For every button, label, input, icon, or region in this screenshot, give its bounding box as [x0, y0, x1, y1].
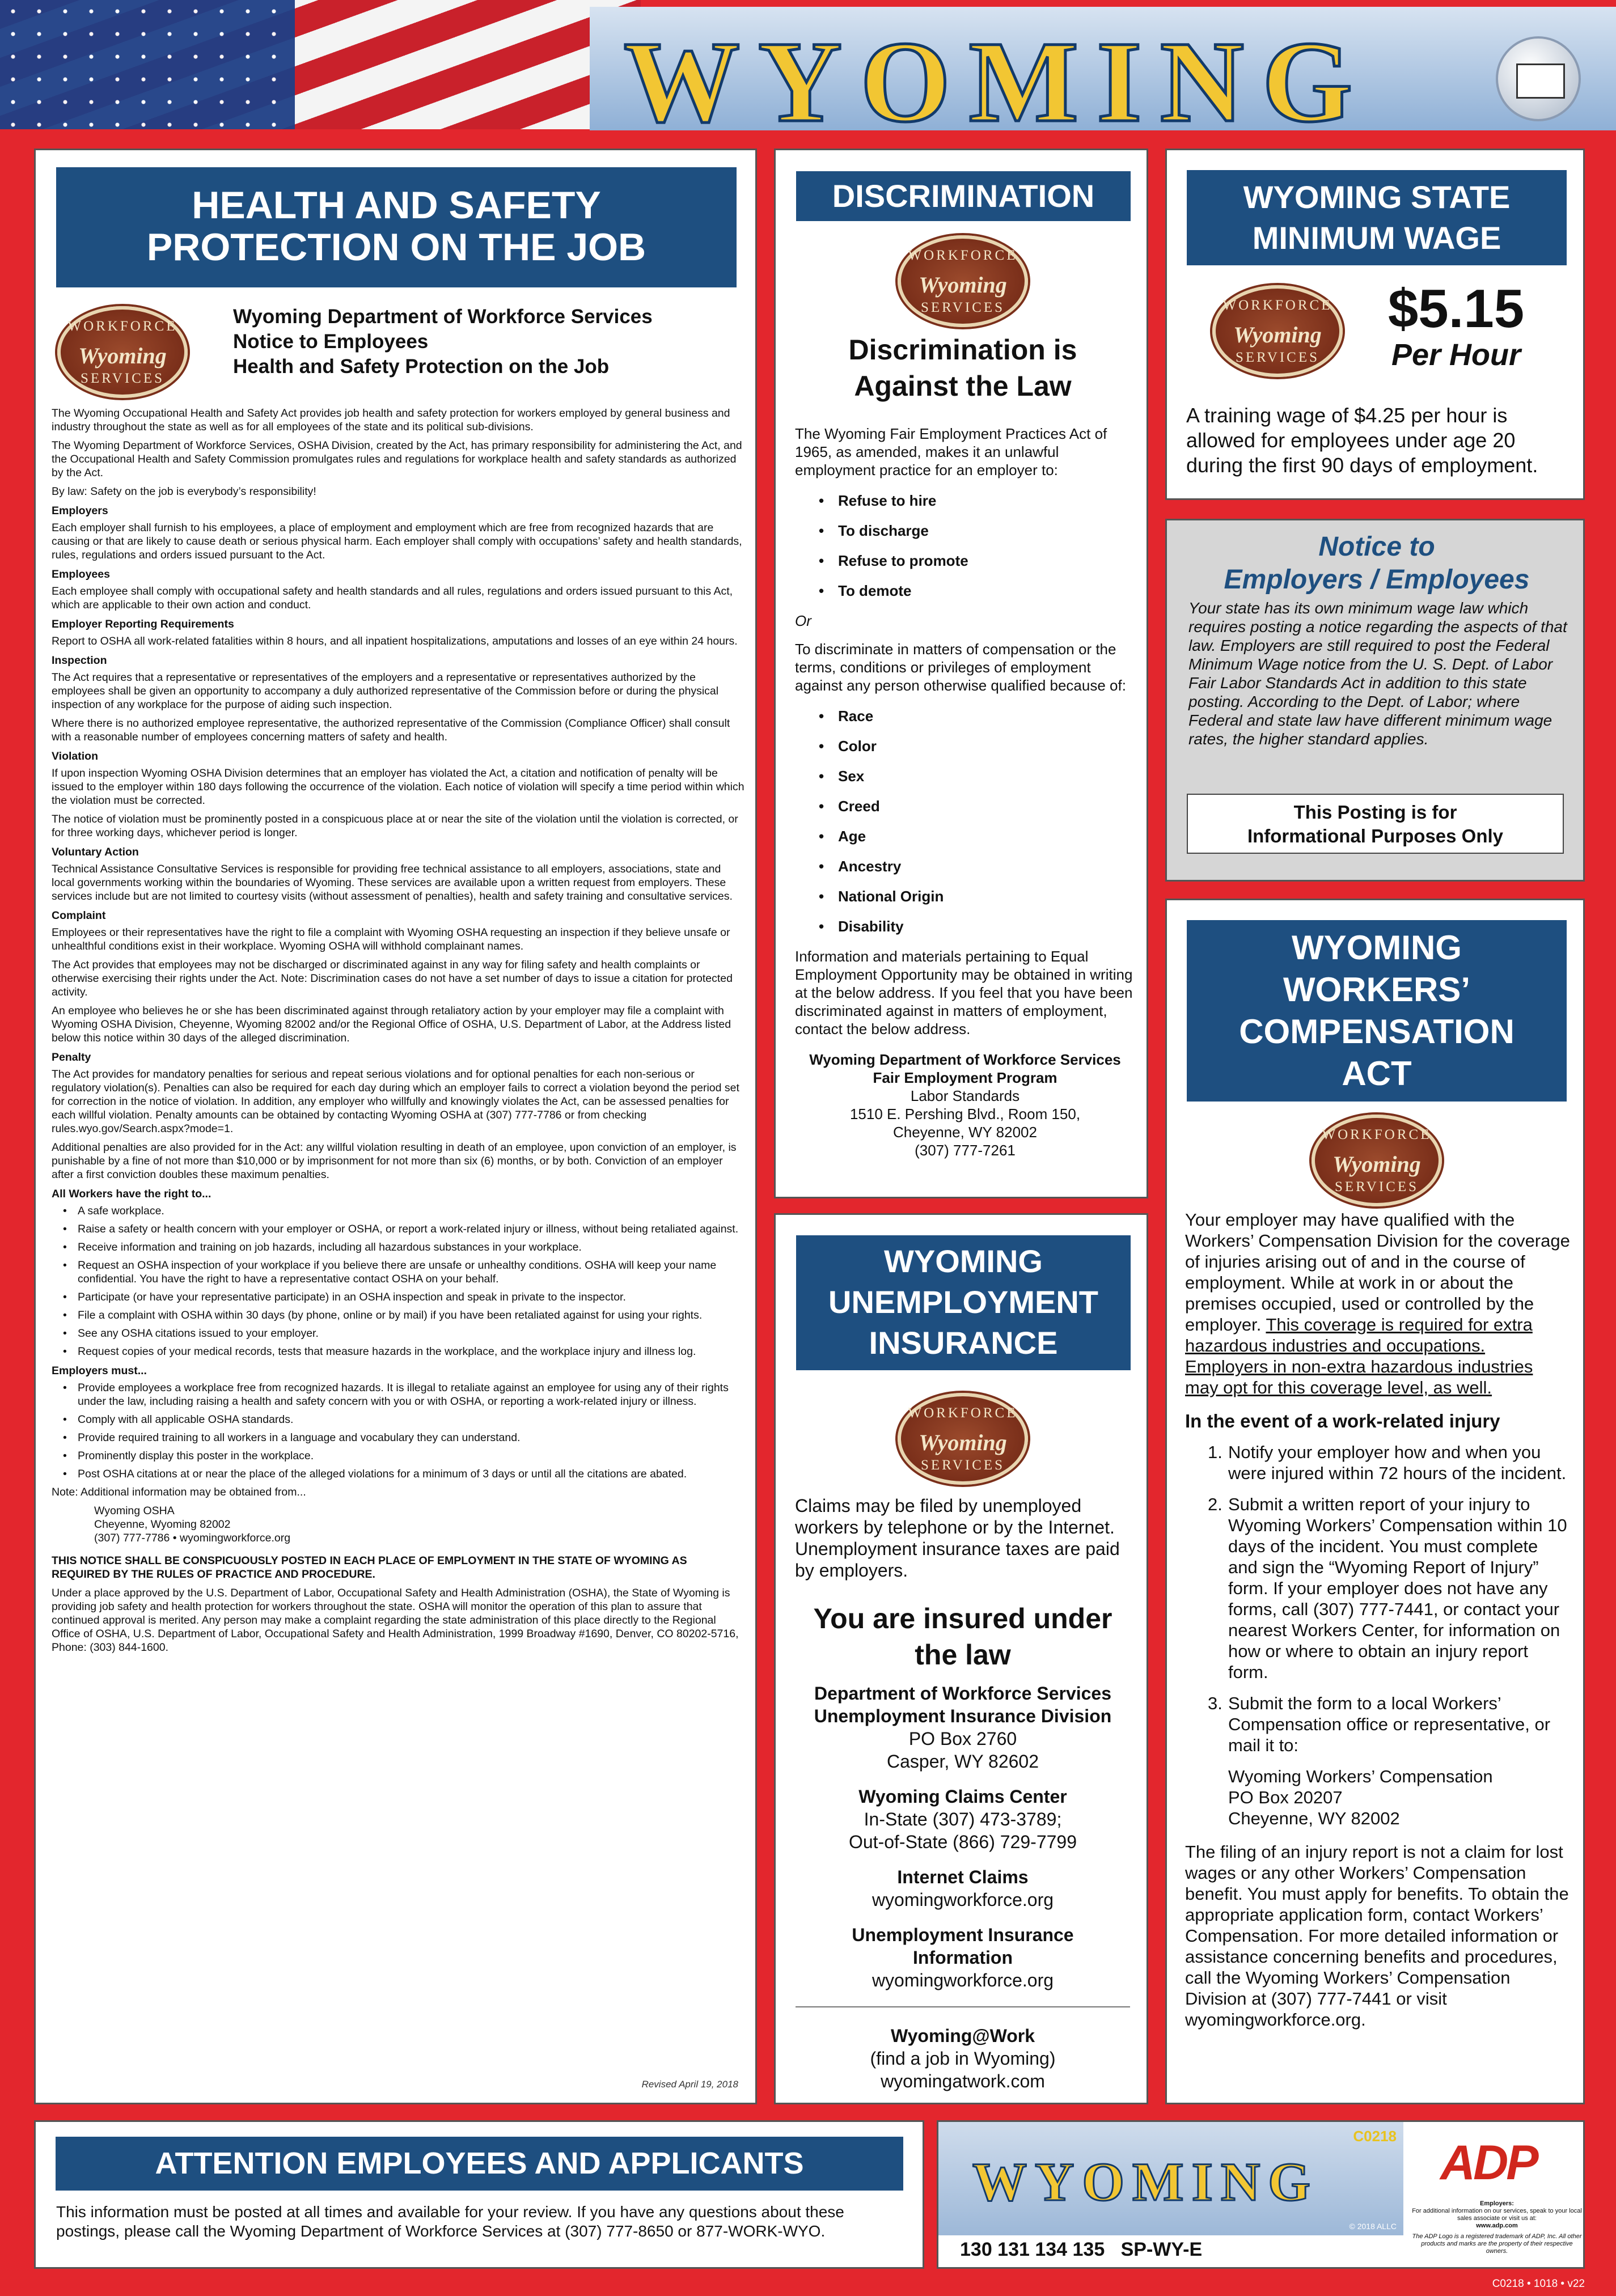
heading-line: WYOMING STATE [1243, 179, 1511, 215]
list-item: • Creed [795, 797, 1135, 815]
list-item: • Receive information and training on job hazards, including all hazardous substances in your workplace. [57, 1240, 746, 1254]
list-item: • A safe workplace. [57, 1204, 746, 1218]
workforce-services-logo [57, 306, 188, 398]
list-item: • Refuse to promote [795, 552, 1135, 570]
unemployment-contacts [776, 1682, 1148, 2092]
paragraph: The filing of an injury report is not a claim for lost wages or any other Workers’ Compensation benefit. You must apply for benefits. To obtain the appropriate application form, contact Workers’ Compensation. For more detailed information or assistance concerning benefits and procedures, call the Wyoming Workers’ Compensation Division at (307) 777-7441 or visit wyomingworkforce.org. [1185, 1842, 1569, 2030]
logo-text: SERVICES [920, 1458, 1005, 1473]
address-line: Cheyenne, WY 82002 [893, 1124, 1037, 1141]
logo-text: Wyoming [1332, 1151, 1421, 1177]
paragraph: If upon inspection Wyoming OSHA Division determines that an employer has violated the Act, a citation and notification of penalty will be issued to the employer within 180 days following the occurrence of the violation. Each notice of violation will specify a time period within which the violation must be corrected. [52, 767, 744, 807]
address-line: 1510 E. Pershing Blvd., Room 150, [849, 1105, 1081, 1122]
logo-text: WORKFORCE [1222, 298, 1332, 313]
heading-line: ACT [1342, 1054, 1412, 1092]
section-heading: Penalty [52, 1051, 91, 1064]
list-item: • Color [795, 737, 1135, 755]
paragraph: The Wyoming Department of Workforce Services, OSHA Division, created by the Act, has primary responsibility for administering the Act, and the Occupational Health and Safety Commission promulgates rules and regulations for workplace health and safety standards as authorized by the Act. [52, 439, 742, 479]
paragraph: The Act provides for mandatory penalties for serious and repeat serious violations and for optional penalties for each non-serious or regulatory violation(s). Penalties can also be required for each day during which an employer fails to correct a violation beyond the period set for correction in the notice of violation. In addition, any employer who willfully and knowingly violates the Act, can be assessed penalties for each willful violation. Penalty amounts can be obtained by contacting Wyoming OSHA at (307) 777-7786 or from checking rules.wyo.gov/Search.aspx?mode=1. [52, 1068, 739, 1135]
coverage-requirement-text: This coverage is required for extra hazardous industries and occupations. Employers in non-extra hazardous industries may opt for this coverage level, as well. [1185, 1315, 1533, 1397]
discrimination-panel [774, 149, 1148, 1198]
attention-panel [34, 2120, 924, 2269]
contact-line: Information [913, 1947, 1013, 1968]
logo-text: SERVICES [1334, 1179, 1419, 1194]
notice-heading [1167, 531, 1585, 596]
address-line: Labor Standards [910, 1087, 1020, 1104]
prohibited-actions-list [795, 492, 1135, 600]
flag-stars [0, 0, 295, 129]
adp-info [1412, 2200, 1582, 2255]
address-line: (307) 777-7261 [915, 1142, 1016, 1159]
wyoming-state-icon [1496, 36, 1581, 121]
section-heading: Complaint [52, 909, 106, 922]
section-heading: Employees [52, 568, 110, 581]
coverage-text: Your employer may have qualified with the Workers’ Compensation Division for the coverage of injuries arising out of and in the course of employment. While at work in or about the premises occupied, used or controlled by the employer. [1185, 1210, 1570, 1335]
step-number: 1. [1208, 1442, 1222, 1462]
health-safety-body [52, 406, 746, 1659]
discrimination-heading: DISCRIMINATION [796, 171, 1131, 221]
heading-line: Employers / Employees [1224, 565, 1530, 595]
heading-line: PROTECTION ON THE JOB [146, 226, 646, 269]
posting-requirement: THIS NOTICE SHALL BE CONSPICUOUSLY POSTED IN EACH PLACE OF EMPLOYMENT IN THE STATE OF WYOMING AS REQUIRED BY THE RULES OF PRACTICE AND PROCEDURE. [52, 1554, 687, 1581]
workforce-services-logo [1312, 1115, 1442, 1206]
logo-text: Wyoming [919, 1430, 1007, 1455]
logo-text: WORKFORCE [908, 1405, 1018, 1421]
list-item: • Race [795, 707, 1135, 725]
list-item: • Raise a safety or health concern with your employer or OSHA, or report a work-related injury or illness, without being retaliated against. [57, 1222, 746, 1236]
contact-line: wyomingatwork.com [881, 2071, 1045, 2091]
list-item: • Request an OSHA inspection of your workplace if you believe there are unsafe or unhealthy conditions. OSHA will keep your name confidential. You have the right to have a representative contact OSHA on your behalf. [57, 1259, 746, 1286]
contact-line: In-State (307) 473-3789; [864, 1809, 1062, 1829]
employer-duties-list [57, 1381, 746, 1481]
paragraph: The Wyoming Occupational Health and Safety Act provides job health and safety protection for workers employed by general business and industry throughout the state as well as for all employees of the state and its political sub-divisions. [52, 407, 730, 433]
list-item: • See any OSHA citations issued to your employer. [57, 1327, 746, 1340]
notice-body: Your state has its own minimum wage law which requires posting a notice regarding the aspects of that law. Employers are still required to post the Federal Minimum Wage notice from the U. S. Dept. of Labor Fair Labor Standards Act in addition to this state posting. According to the Dept. of Labor; where Federal and state law have different minimum wage rates, the higher standard applies. [1188, 599, 1567, 748]
coverage-paragraph [1185, 1209, 1571, 1398]
list-item: • To demote [795, 582, 1135, 600]
logo-text: SERVICES [1235, 350, 1320, 365]
contact-line: Wyoming Claims Center [858, 1786, 1067, 1807]
notice-line: Wyoming Department of Workforce Services [233, 306, 653, 328]
section-heading: In the event of a work-related injury [1185, 1410, 1500, 1431]
notice-title [233, 304, 653, 379]
step-text: Submit the form to a local Workers’ Compensation office or representative, or mail it to: [1228, 1693, 1551, 1755]
revised-date: Revised April 19, 2018 [641, 2079, 738, 2090]
fep-address [795, 1050, 1135, 1159]
paragraph: Under a place approved by the U.S. Department of Labor, Occupational Safety and Health Administration (OSHA), the State of Wyoming is providing job safety and health protection for workers throughout the state. OSHA will monitor the operation of this plan to assure that continued approval is merited. Any person may make a complaint regarding the state administration of this place directly to the Regional Office of OSHA, U.S. Department of Labor, Occupational Safety and Health Administration, 1999 Broadway #1690, Denver, CO 80202-5716, Phone: (303) 844-1600. [52, 1587, 739, 1654]
step-text: Submit a written report of your injury to Wyoming Workers’ Compensation within 10 days of the incident. You must complete and sign the “Wyoming Report of Injury” form. If your employer does not have any forms, call (307) 777-7441, or contact your nearest Workers Center, for information on how or where to obtain an injury report form. [1228, 1494, 1567, 1682]
divider [796, 2006, 1130, 2007]
header-title: WYOMING [624, 18, 1371, 146]
notice-line: Notice to Employees [233, 331, 429, 353]
attention-heading: ATTENTION EMPLOYEES AND APPLICANTS [56, 2137, 903, 2191]
contact-line: (find a job in Wyoming) [870, 2048, 1056, 2069]
paragraph: The Act requires that a representative or representatives of the employers and a representative or representatives authorized by the employees shall be given an opportunity to accompany a duly authorized representative of the Commission before or during the physical inspection of any workplace for the purpose of aiding such inspection. [52, 671, 719, 711]
step-number: 3. [1208, 1693, 1222, 1713]
heading-line: WYOMING [1292, 929, 1462, 967]
product-code: C0218 [1353, 2128, 1397, 2145]
unemployment-panel [774, 1213, 1148, 2104]
adp-logo [1440, 2134, 1554, 2197]
adp-info-line: Employers: [1480, 2200, 1514, 2207]
adp-info-line: For additional information on our services, speak to your local sales associate or visit us at: [1412, 2208, 1582, 2222]
workers-comp-address [1228, 1766, 1571, 1829]
workforce-services-logo [898, 1393, 1028, 1485]
list-item: • Sex [795, 767, 1135, 785]
footer-banner [938, 2122, 1403, 2235]
notice-line: Health and Safety Protection on the Job [233, 355, 610, 378]
training-wage-text: A training wage of $4.25 per hour is allowed for employees under age 20 during the first 90 days of employment. [1186, 404, 1538, 477]
paragraph: To discriminate in matters of compensation or the terms, conditions or privileges of employment against any person otherwise qualified because of: [795, 641, 1126, 694]
footer-title: WYOMING [972, 2151, 1318, 2212]
address-line: Wyoming OSHA [94, 1505, 175, 1517]
section-heading: Violation [52, 750, 98, 762]
contact-line: Internet Claims [897, 1867, 1029, 1887]
paragraph: Where there is no authorized employee representative, the authorized representative of the Commission (Compliance Officer) shall consult with a reasonable number of employees concerning matters of safety and health. [52, 717, 730, 743]
paragraph: By law: Safety on the job is everybody’s responsibility! [52, 485, 316, 498]
heading-line: UNEMPLOYMENT [828, 1284, 1098, 1320]
contact-line: wyomingworkforce.org [872, 1970, 1054, 1990]
list-item: • Ancestry [795, 857, 1135, 875]
section-heading: Employers [52, 505, 108, 517]
list-item: • Refuse to hire [795, 492, 1135, 510]
discrimination-subheading [776, 332, 1148, 404]
list-item: • Comply with all applicable OSHA standards. [57, 1413, 746, 1426]
minimum-wage-heading [1187, 170, 1567, 265]
health-safety-panel [34, 149, 757, 2104]
paragraph: The notice of violation must be prominently posted in a conspicuous place at or near the site of the violation until the violation is corrected, or for three working days, whichever period is longer. [52, 813, 738, 839]
heading-line: HEALTH AND SAFETY [192, 184, 601, 227]
list-item: • Post OSHA citations at or near the place of the alleged violations for a minimum of 3 days or until all the citations are abated. [57, 1467, 746, 1481]
address-line: Wyoming Department of Workforce Services [809, 1051, 1121, 1068]
list-item [1185, 1442, 1571, 1484]
logo-text: Wyoming [78, 343, 167, 368]
header-banner [590, 7, 1616, 146]
list-item: • Prominently display this poster in the workplace. [57, 1449, 746, 1463]
logo-text: SERVICES [80, 371, 165, 386]
box-line: This Posting is for [1293, 802, 1457, 823]
step-text: Notify your employer how and when you were injured within 72 hours of the incident. [1228, 1442, 1567, 1483]
list-item: • Provide required training to all workers in a language and vocabulary they can understand. [57, 1431, 746, 1444]
contact-line: Unemployment Insurance Division [814, 1706, 1112, 1726]
logo-text: WORKFORCE [1322, 1127, 1432, 1142]
paragraph: Report to OSHA all work-related fatalities within 8 hours, and all inpatient hospitalizations, amputations and losses of an eye within 24 hours. [52, 635, 738, 647]
paragraph: The Wyoming Fair Employment Practices Act of 1965, as amended, makes it an unlawful employment practice for an employer to: [795, 425, 1107, 478]
logo-text: Wyoming [1233, 322, 1322, 348]
contact-line: Wyoming@Work [890, 2026, 1035, 2046]
logo-text: SERVICES [920, 300, 1005, 315]
injury-steps-list [1185, 1442, 1571, 1756]
paragraph: Note: Additional information may be obtained from... [52, 1486, 306, 1498]
workers-compensation-body [1185, 1209, 1571, 2030]
address-line: Cheyenne, WY 82002 [1228, 1808, 1400, 1828]
address-line: PO Box 20207 [1228, 1787, 1343, 1807]
paragraph: An employee who believes he or she has been discriminated against through retaliatory action by your employer may file a complaint with Wyoming OSHA Division, Cheyenne, Wyoming 82002 and/or the Regional Office of OSHA, U.S. Department of Labor, at the Address listed below this notice within 30 days of the alleged discrimination. [52, 1005, 731, 1044]
contact-line: Casper, WY 82602 [886, 1751, 1039, 1772]
contact-line: Department of Workforce Services [814, 1683, 1112, 1704]
discrimination-body [795, 425, 1135, 1159]
contact-line: Unemployment Insurance [852, 1925, 1074, 1945]
adp-legal: The ADP Logo is a registered trademark of ADP, Inc. All other products and marks are the property of their respective owners. [1412, 2233, 1582, 2255]
workers-compensation-panel [1165, 899, 1585, 2104]
section-heading: Employer Reporting Requirements [52, 618, 234, 630]
list-item: • Request copies of your medical records, tests that measure hazards in the workplace, and the workplace injury and illness log. [57, 1345, 746, 1358]
minimum-wage-panel [1165, 149, 1585, 500]
attention-body: This information must be posted at all times and available for your review. If you have any questions about these postings, please call the Wyoming Department of Workforce Services at (307) 777-8650 or 877-WORK-WYO. [56, 2203, 844, 2240]
list-item: • Age [795, 827, 1135, 845]
list-item: • Participate (or have your representative participate) in an OSHA inspection and speak in private to the inspector. [57, 1290, 746, 1304]
health-safety-heading [56, 167, 737, 287]
logo-text: Wyoming [919, 272, 1007, 298]
claims-paragraph: Claims may be filed by unemployed workers by telephone or by the Internet. Unemployment insurance taxes are paid by employers. [795, 1496, 1120, 1581]
subheading-line: the law [915, 1639, 1011, 1671]
list-item [1185, 1494, 1571, 1683]
list-item: • Disability [795, 917, 1135, 935]
subheading-line: Against the Law [854, 370, 1072, 402]
logo-text: WORKFORCE [67, 319, 177, 334]
contact-line: Out-of-State (866) 729-7799 [848, 1832, 1077, 1852]
contact-line: PO Box 2760 [908, 1729, 1017, 1749]
list-item: • Provide employees a workplace free from recognized hazards. It is illegal to retaliate against an employee for using any of their rights under the law, including raising a health and safety concern with you or with OSHA, or reporting a work-related injury or illness. [57, 1381, 746, 1408]
paragraph: Information and materials pertaining to Equal Employment Opportunity may be obtained in writing at the below address. If you feel that you have been discriminated against in matters of employment, contact the below address. [795, 948, 1133, 1037]
address-line: Fair Employment Program [873, 1069, 1057, 1086]
paragraph: Each employer shall furnish to his employees, a place of employment and employment which are free from recognized hazards that are causing or that are likely to cause death or serious physical harm. Each employer shall comply with occupations’ safety and health standards, rules, regulations and orders issued pursuant to the Act. [52, 522, 742, 561]
section-heading: Voluntary Action [52, 846, 139, 858]
adp-logo-text: ADP [1440, 2136, 1537, 2190]
address-line: Cheyenne, Wyoming 82002 [94, 1518, 231, 1531]
insured-heading [776, 1600, 1148, 1673]
or-label: Or [795, 612, 811, 629]
form-numbers: 130 131 134 135 SP-WY-E [960, 2239, 1203, 2260]
section-heading: Employers must... [52, 1365, 147, 1377]
box-line: Informational Purposes Only [1247, 825, 1504, 846]
paragraph: The Act provides that employees may not be discharged or discriminated against in any way for filing safety and health complaints or otherwise exercising their rights under the Act. Note: Discrimination cases do not have a set number of days to issue a citation for protected activity. [52, 959, 733, 998]
state-outline-icon [1516, 63, 1565, 99]
list-item: • To discharge [795, 522, 1135, 540]
list-item: • National Origin [795, 887, 1135, 905]
rights-list [57, 1204, 746, 1358]
heading-line: Notice to [1318, 532, 1435, 562]
list-item [1185, 1693, 1571, 1756]
list-item: • File a complaint with OSHA within 30 days (by phone, online or by mail) if you have been retaliated against for using your rights. [57, 1308, 746, 1322]
paragraph: Employees or their representatives have the right to file a complaint with Wyoming OSHA requesting an inspection if they believe unsafe or unhealthful conditions exist in their workplace. Wyoming OSHA will withhold complainant names. [52, 926, 730, 952]
version-code: C0218 • 1018 • v22 [1492, 2278, 1585, 2290]
wage-amount: $5.15 [1387, 278, 1525, 339]
address-line: (307) 777-7786 • wyomingworkforce.org [94, 1532, 291, 1544]
flag-banner [0, 0, 641, 129]
subheading-line: You are insured under [813, 1603, 1112, 1634]
contact-line: wyomingworkforce.org [872, 1890, 1054, 1910]
protected-bases-list [795, 707, 1135, 935]
logo-text: WORKFORCE [908, 248, 1018, 263]
workers-compensation-heading [1187, 920, 1567, 1102]
footer-panel [937, 2120, 1585, 2269]
copyright: © 2018 ALLC [1349, 2222, 1397, 2231]
heading-line: MINIMUM WAGE [1252, 220, 1501, 256]
wage-unit: Per Hour [1391, 338, 1521, 372]
heading-line: WORKERS’ [1283, 971, 1470, 1009]
notice-panel [1165, 519, 1585, 882]
subheading-line: Discrimination is [848, 334, 1077, 366]
wage-rate [1371, 278, 1541, 372]
adp-url[interactable]: www.adp.com [1476, 2222, 1518, 2229]
section-heading: Inspection [52, 654, 107, 667]
paragraph: Each employee shall comply with occupational safety and health standards and all rules, regulations and orders issued pursuant to this Act, which are applicable to their own action and conduct. [52, 585, 733, 611]
heading-line: WYOMING [884, 1243, 1043, 1279]
heading-line: INSURANCE [869, 1325, 1058, 1361]
paragraph: Additional penalties are also provided for in the Act: any willful violation resulting in death of an employee, upon conviction of an employer, is punishable by a fine of not more than $10,000 or by imprisonment for not more than six (6) months, or by both. Conviction of an employer after a first conviction doubles these maximum penalties. [52, 1141, 737, 1181]
workforce-services-logo [1212, 285, 1343, 377]
section-heading: All Workers have the right to... [52, 1188, 211, 1200]
address-line: Wyoming Workers’ Compensation [1228, 1767, 1493, 1786]
workforce-services-logo [898, 235, 1028, 327]
heading-line: COMPENSATION [1239, 1013, 1515, 1050]
unemployment-heading [796, 1235, 1131, 1370]
step-number: 2. [1208, 1494, 1222, 1514]
paragraph: Technical Assistance Consultative Services is responsible for providing free technical assistance to all employers, associations, state and local governments working within the boundaries of Wyoming. These services are available upon a written request from employers. These services include but are not limited to courtesy visits (without assessment of penalties), health and safety training and consultative services. [52, 863, 733, 903]
informational-purposes-box [1187, 794, 1564, 854]
osha-address [94, 1504, 746, 1545]
